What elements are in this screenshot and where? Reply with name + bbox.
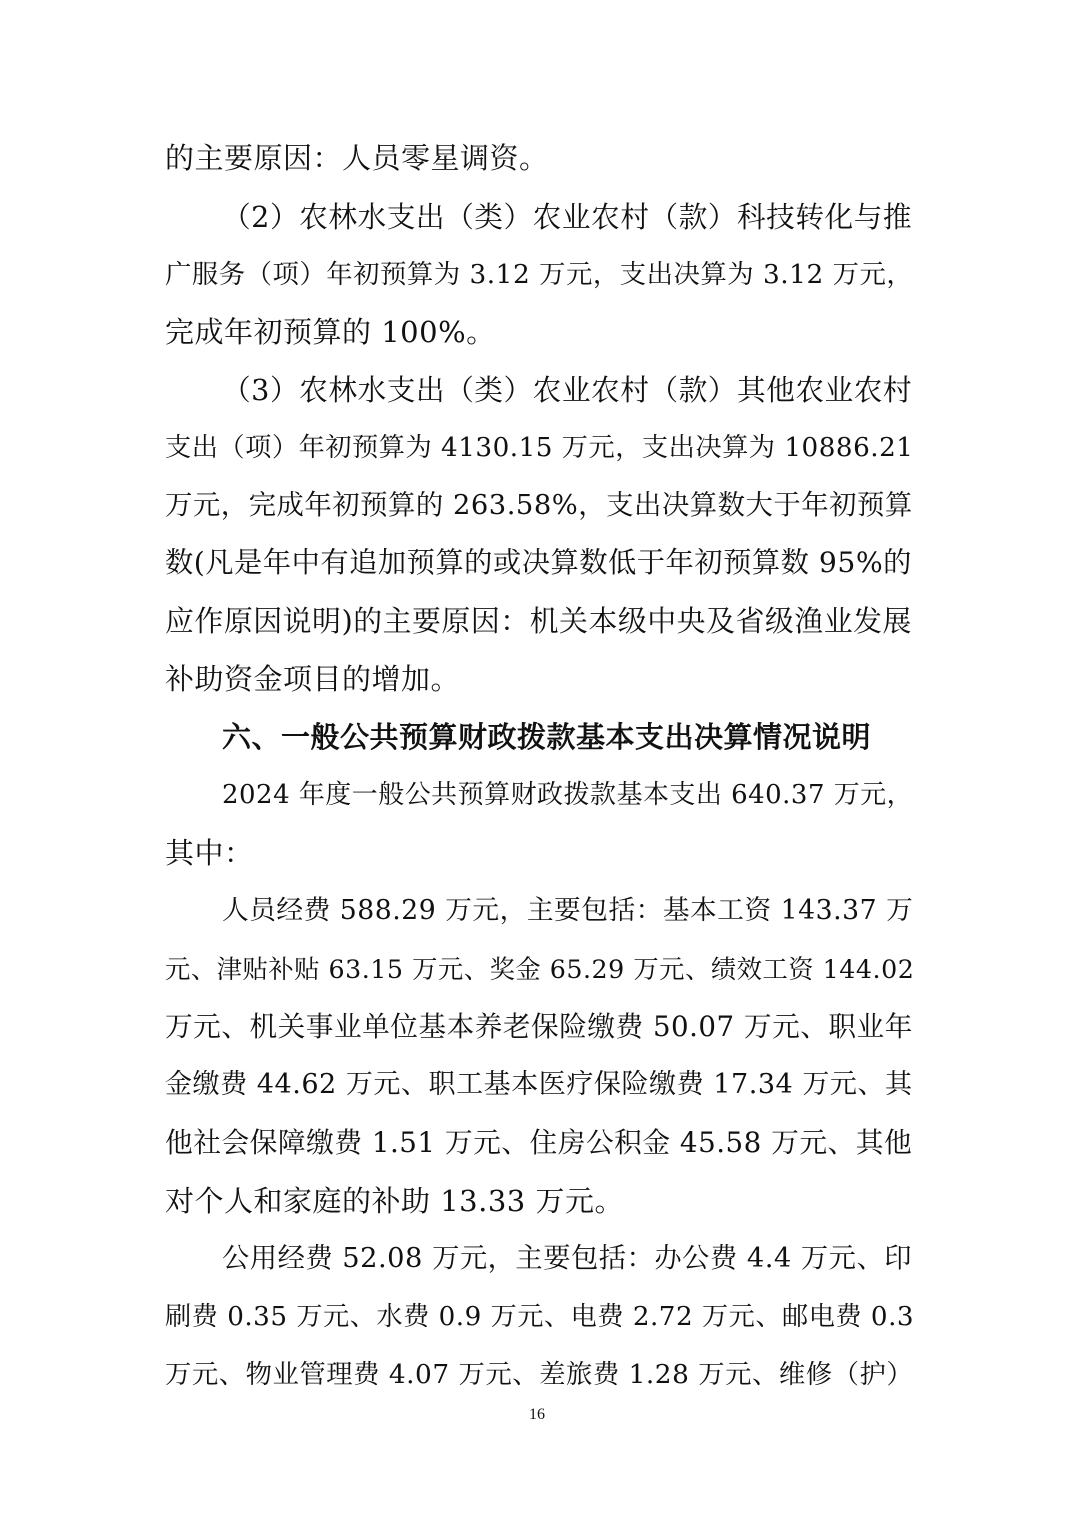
paragraph-line: 对个人和家庭的补助 13.33 万元。: [165, 1184, 624, 1218]
paragraph-line: 万元，完成年初预算的 263.58%，支出决算数大于年初预算: [165, 490, 913, 521]
paragraph-line: 补助资金项目的增加。: [165, 662, 461, 696]
section-heading: 六、一般公共预算财政拨款基本支出决算情况说明: [222, 720, 872, 754]
paragraph-line: 广服务（项）年初预算为 3.12 万元，支出决算为 3.12 万元，: [165, 260, 914, 290]
paragraph-line: 人员经费 588.29 万元，主要包括：基本工资 143.37 万: [222, 895, 914, 926]
paragraph-line: 完成年初预算的 100%。: [165, 315, 496, 349]
paragraph-line: 的主要原因：人员零星调资。: [165, 141, 549, 175]
paragraph-line: 他社会保障缴费 1.51 万元、住房公积金 45.58 万元、其他: [165, 1126, 913, 1159]
paragraph-line: 刷费 0.35 万元、水费 0.9 万元、电费 2.72 万元、邮电费 0.3: [165, 1302, 915, 1332]
paragraph-line: （2）农林水支出（类）农业农村（款）科技转化与推: [222, 200, 913, 234]
paragraph-line: 金缴费 44.62 万元、职工基本医疗保险缴费 17.34 万元、其: [165, 1069, 913, 1100]
paragraph-line: 万元、物业管理费 4.07 万元、差旅费 1.28 万元、维修（护）: [165, 1360, 914, 1390]
paragraph-line: 万元、机关事业单位基本养老保险缴费 50.07 万元、职业年: [165, 1010, 913, 1043]
page-number: 16: [529, 1406, 545, 1423]
paragraph-line: 其中：: [165, 836, 254, 870]
paragraph-line: 支出（项）年初预算为 4130.15 万元，支出决算为 10886.21: [165, 433, 914, 463]
paragraph-line: 数(凡是年中有追加预算的或决算数低于年初预算数 95%的: [165, 546, 912, 579]
paragraph-line: 公用经费 52.08 万元，主要包括：办公费 4.4 万元、印: [222, 1243, 913, 1274]
paragraph-line: （3）农林水支出（类）农业农村（款）其他农业农村: [222, 373, 913, 407]
paragraph-line: 应作原因说明)的主要原因：机关本级中央及省级渔业发展: [165, 604, 912, 638]
paragraph-line: 元、津贴补贴 63.15 万元、奖金 65.29 万元、绩效工资 144.02: [165, 954, 915, 984]
paragraph-line: 2024 年度一般公共预算财政拨款基本支出 640.37 万元，: [222, 780, 914, 810]
